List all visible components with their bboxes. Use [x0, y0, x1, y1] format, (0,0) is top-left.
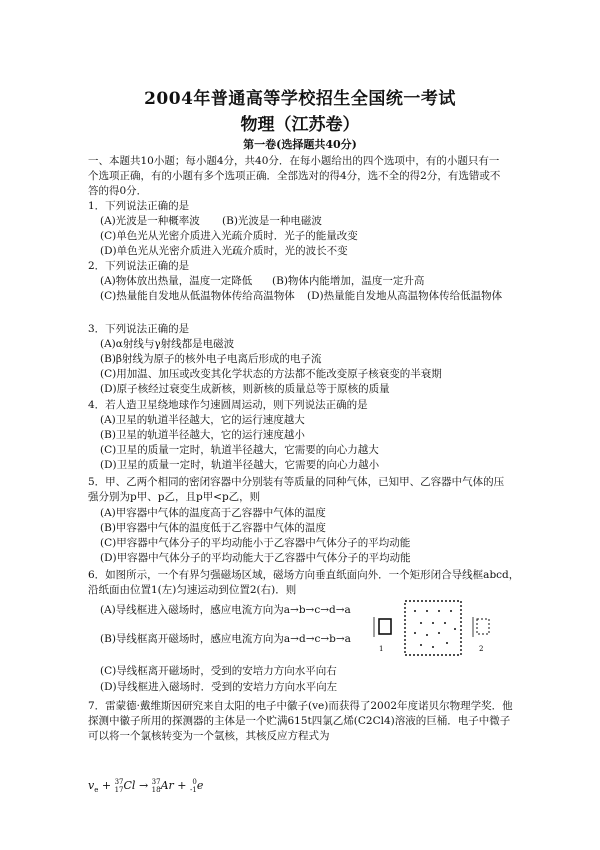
argon-atomic-number: 18 [151, 786, 161, 794]
q5-stem-line-2: 强分别为p甲、p乙，且p甲<p乙，则 [88, 491, 261, 503]
chlorine-atomic-number: 17 [114, 786, 124, 794]
q3-option-a: (A)α射线与γ射线都是电磁波 [100, 338, 235, 350]
q6-option-a: (A)导线框进入磁场时，感应电流方向为a→b→c→d→a [100, 604, 351, 616]
q7-line-3: 可以将一个氯核转变为一个氩核，其核反应方程式为 [88, 730, 330, 742]
q3-option-d: (D)原子核经过衰变生成新核，则新核的质量总等于原核的质量 [100, 383, 390, 395]
chlorine-symbol: Cl [123, 779, 136, 792]
neutrino-symbol: v [88, 779, 95, 792]
q3-option-b: (B)β射线为原子的核外电子电离后形成的电子流 [100, 353, 322, 365]
electron-charge-number: -1 [190, 786, 197, 794]
q5-option-b: (B)甲容器中气体的温度低于乙容器中气体的温度 [100, 522, 326, 534]
field-dots [414, 610, 456, 648]
q5-stem-line-1: 5．甲、乙两个相同的密闭容器中分别装有等质量的同种气体，已知甲、乙容器中气体的压 [88, 476, 505, 488]
instructions-line-3: 答的得0分． [88, 185, 148, 197]
q1-option-b: (B)光波是一种电磁波 [222, 215, 322, 227]
loop-position-1 [379, 619, 391, 634]
q6-option-c: (C)导线框离开磁场时，受到的安培力方向水平向右 [100, 665, 337, 677]
q2-option-c: (C)热量能自发地从低温物体传给高温物体 [100, 290, 295, 302]
q7-line-1: 7．雷蒙德·戴维斯因研究来自太阳的电子中徽子(ve)而获得了2002年度诺贝尔物理学奖．他 [88, 700, 513, 712]
q4-option-b: (B)卫星的轨道半径越大，它的运行速度越小 [100, 429, 305, 441]
reaction-arrow: → [135, 779, 152, 792]
q3-option-c: (C)用加温、加压或改变其化学状态的方法都不能改变原子核衰变的半衰期 [100, 368, 442, 380]
position-label-1: 1 [379, 645, 384, 653]
q2-option-b: (B)物体内能增加，温度一定升高 [272, 275, 425, 287]
q5-option-c: (C)甲容器中气体分子的平均动能小于乙容器中气体分子的平均动能 [100, 537, 411, 549]
nuclear-reaction-equation [88, 778, 203, 794]
argon-numbers [152, 778, 161, 794]
chlorine-mass-number: 37 [114, 778, 124, 786]
q1-option-c: (C)单色光从光密介质进入光疏介质时．光子的能量改变 [100, 230, 358, 242]
instructions-line-1: 一、本题共10小题；每小题4分，共40分．在每小题给出的四个选项中，有的小题只有一 [88, 155, 500, 167]
q5-option-a: (A)甲容器中气体的温度高于乙容器中气体的温度 [100, 507, 326, 519]
q6-stem-line-1: 6．如图所示，一个有界匀强磁场区域，磁场方向垂直纸面向外．一个矩形闭合导线框abcd， [88, 569, 520, 581]
exam-title: 2004年普通高等学校招生全国统一考试 [144, 89, 456, 109]
instructions-line-2: 个选项正确，有的小题有多个选项正确．全部选对的得4分，选不全的得2分，有选错或不 [88, 170, 501, 182]
q1-stem: 1．下列说法正确的是 [88, 200, 190, 212]
magnetic-field-figure [371, 599, 501, 659]
q4-stem: 4．若人造卫星绕地球作匀速圆周运动，则下列说法正确的是 [88, 399, 368, 411]
loop-position-2 [477, 619, 489, 634]
electron-mass-number: 0 [192, 778, 197, 786]
q2-option-d: (D)热量能自发地从高温物体传给低温物体 [307, 290, 503, 302]
argon-symbol: Ar [160, 779, 174, 792]
q6-option-d: (D)导线框进入磁场时．受到的安培力方向水平向左 [100, 681, 338, 693]
argon-mass-number: 37 [151, 778, 161, 786]
position-label-2: 2 [479, 645, 484, 653]
q4-option-a: (A)卫星的轨道半径越大，它的运行速度越大 [100, 414, 305, 426]
plus-sign-2: + [173, 779, 191, 792]
q1-option-d: (D)单色光从光密介质进入光疏介质时，光的波长不变 [100, 245, 348, 257]
chlorine-numbers [115, 778, 124, 794]
plus-sign-1: + [98, 779, 115, 792]
neutrino-subscript: e [94, 786, 99, 795]
q6-option-b: (B)导线框离开磁场时，感应电流方向为a→d→c→b→a [100, 633, 351, 645]
q5-option-d: (D)甲容器中气体分子的平均动能大于乙容器中气体分子的平均动能 [100, 552, 411, 564]
q2-option-a: (A)物体放出热量，温度一定降低 [100, 275, 253, 287]
q6-stem-line-2: 沿纸面由位置1(左)匀速运动到位置2(右)．则 [88, 584, 297, 596]
q3-stem: 3．下列说法正确的是 [88, 323, 190, 335]
q4-option-c: (C)卫星的质量一定时，轨道半径越大，它需要的向心力越大 [100, 444, 379, 456]
q7-line-2: 探测中徽子所用的探测器的主体是一个贮满615t四氯乙烯(C2Cl4)溶液的巨桶．电子中微子 [88, 715, 511, 727]
electron-numbers [190, 778, 197, 794]
electron-symbol: e [196, 779, 204, 792]
part-heading: 第一卷(选择题共40分) [243, 138, 357, 151]
exam-subtitle: 物理（江苏卷） [240, 115, 360, 135]
q1-option-a: (A)光波是一种概率波 [100, 215, 200, 227]
q4-option-d: (D)卫星的质量一定时，轨道半径越大，它需要的向心力越小 [100, 459, 380, 471]
q2-stem: 2．下列说法正确的是 [88, 260, 190, 272]
